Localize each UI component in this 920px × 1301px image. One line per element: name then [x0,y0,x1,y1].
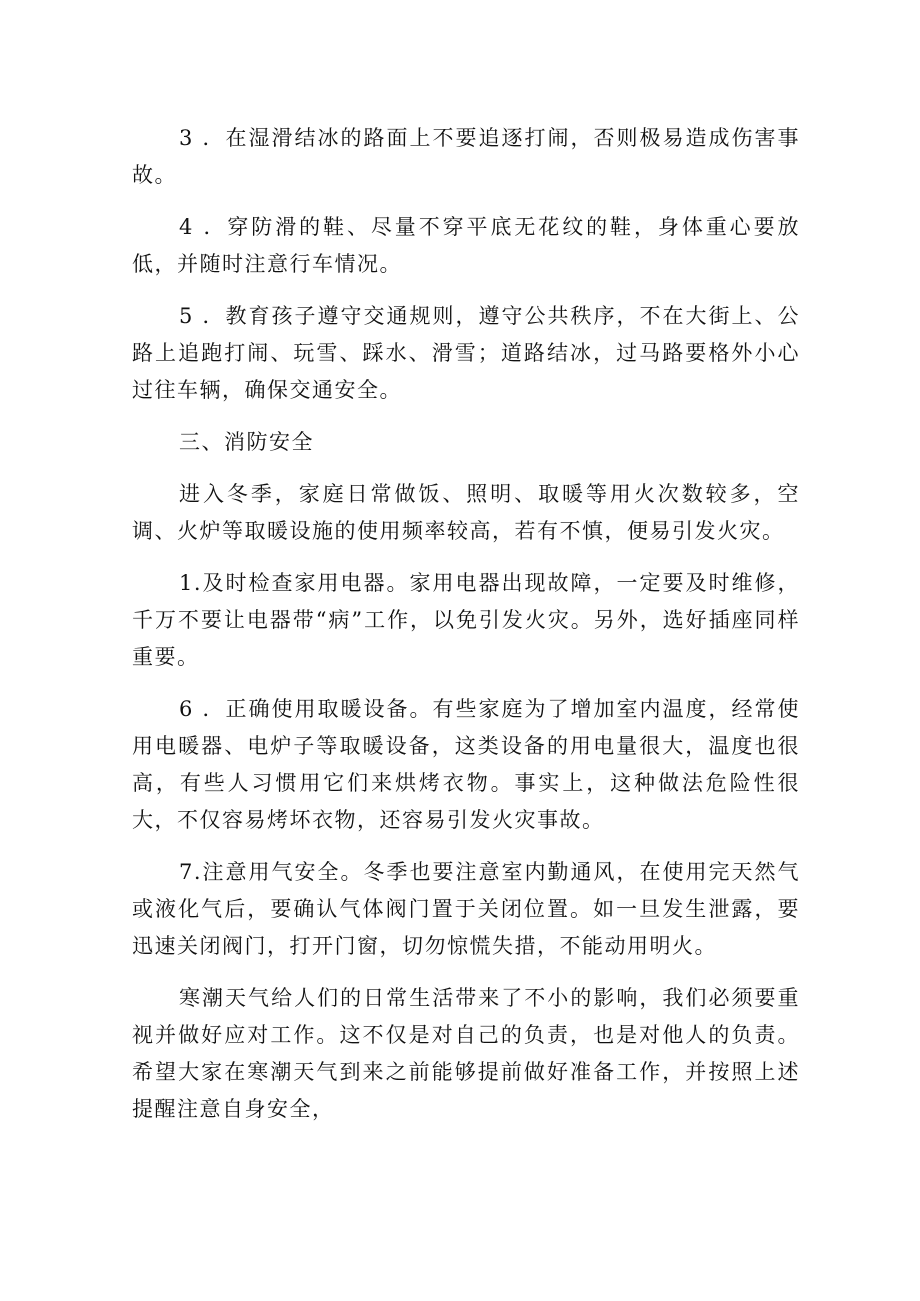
paragraph-item-5: 5 ．教育孩子遵守交通规则，遵守公共秩序，不在大街上、公路上追跑打闹、玩雪、踩水、滑雪；道路结冰，过马路要格外小心过往车辆，确保交通安全。 [132,304,800,402]
paragraph-intro-winter: 进入冬季，家庭日常做饭、照明、取暖等用火次数较多，空调、火炉等取暖设施的使用频率较高，若有不慎，便易引发火灾。 [132,482,800,543]
paragraph-item-gas: 7.注意用气安全。冬季也要注意室内勤通风，在使用完天然气或液化气后，要确认气体阀门置于关闭位置。如一旦发生泄露，要迅速关闭阀门，打开门窗，切勿惊慌失措，不能动用明火。 [132,860,800,958]
paragraph-item-3: 3 ．在湿滑结冰的路面上不要追逐打闹，否则极易造成伤害事故。 [132,126,800,187]
paragraph-item-appliances: 1.及时检查家用电器。家用电器出现故障，一定要及时维修，千万不要让电器带“病”工作，以免引发火灾。另外，选好插座同样重要。 [132,571,800,669]
section-heading-fire-safety: 三、消防安全 [179,430,314,454]
paragraph-item-4: 4 ．穿防滑的鞋、尽量不穿平底无花纹的鞋，身体重心要放低，并随时注意行车情况。 [132,215,800,276]
document-body [132,120,800,1143]
paragraph-item-heating: 6 ．正确使用取暖设备。有些家庭为了增加室内温度，经常使用电暖器、电炉子等取暖设备，这类设备的用电量很大，温度也很高，有些人习惯用它们来烘烤衣物。事实上，这种做法危险性很大，不仅容易烤坏衣物，还容易引发火灾事故。 [132,697,800,832]
paragraph-conclusion: 寒潮天气给人们的日常生活带来了不小的影响，我们必须要重视并做好应对工作。这不仅是对自己的负责，也是对他人的负责。希望大家在寒潮天气到来之前能够提前做好准备工作，并按照上述提醒注意自身安全， [132,986,800,1121]
